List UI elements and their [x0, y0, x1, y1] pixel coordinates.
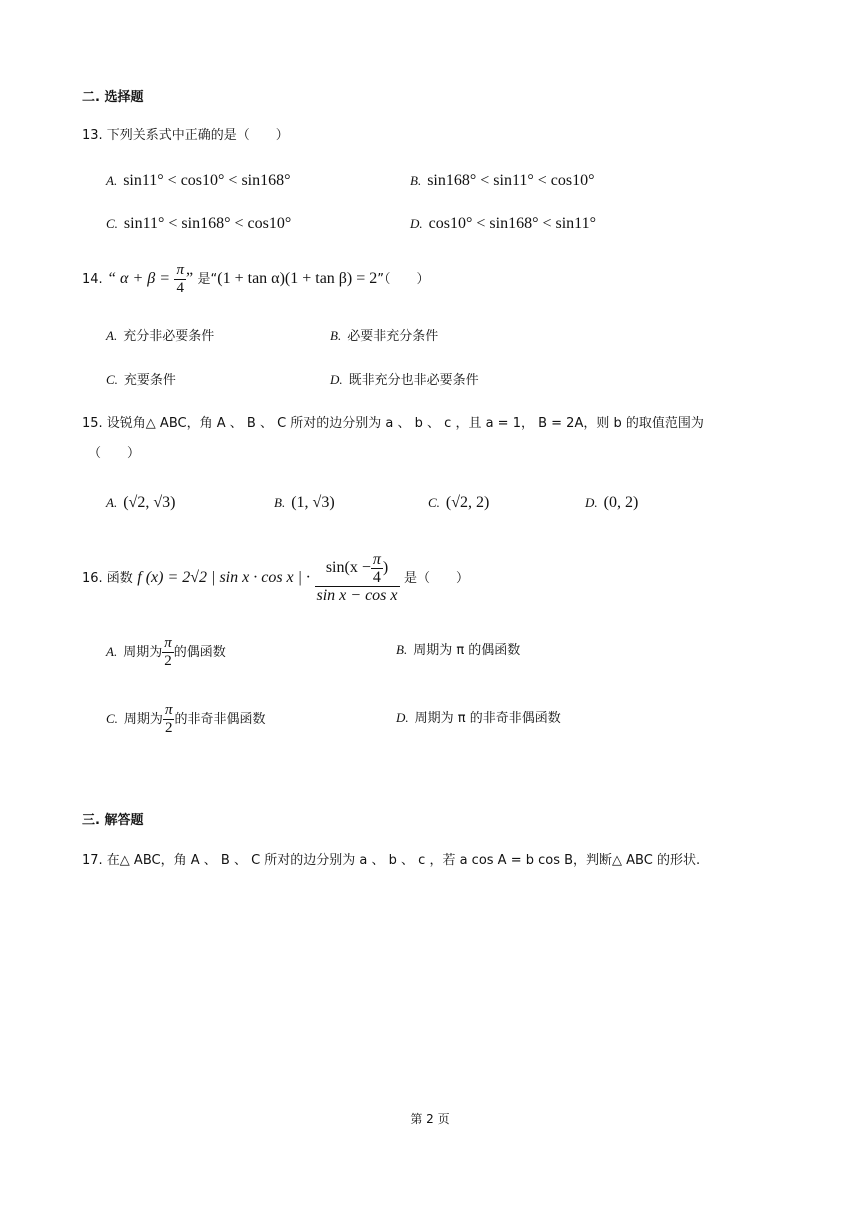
q16-suffix: 是（ ） — [403, 571, 469, 586]
fraction-denominator: 4 — [176, 279, 184, 296]
option-text: sin11° < sin168° < cos10° — [123, 215, 292, 232]
option-text: (1, √3) — [291, 494, 335, 511]
option-label: B. — [330, 328, 342, 343]
option-label: B. — [274, 495, 286, 510]
q14-expression: (1 + tan α)(1 + tan β) = 2 — [217, 270, 378, 287]
option-label: D. — [585, 495, 598, 510]
q14-number: 14. — [82, 272, 103, 287]
q15-option-b — [274, 493, 335, 513]
option-text-post: 的非奇非偶函数 — [174, 712, 266, 727]
q16-function-lhs: f (x) = 2√2 | sin x · cos x | · — [137, 569, 311, 586]
option-text: cos10° < sin168° < sin11° — [428, 215, 596, 232]
fraction-numerator: π — [164, 701, 173, 718]
section-title-choice: 二. 选择题 — [82, 90, 144, 105]
fraction-denominator: 2 — [164, 652, 172, 669]
option-text-pre: 周期为 — [123, 712, 163, 727]
option-text: 既非充分也非必要条件 — [348, 373, 479, 388]
q15-option-a — [106, 493, 175, 513]
q14-option-b — [330, 326, 438, 347]
q14-condition: “ α + β = — [107, 270, 170, 287]
option-text: 充分非必要条件 — [123, 329, 215, 344]
option-text: sin11° < cos10° < sin168° — [123, 172, 291, 189]
option-label: C. — [106, 711, 118, 726]
option-label: A. — [106, 328, 118, 343]
option-label: C. — [106, 372, 118, 387]
q14-quote-close: ” — [185, 270, 194, 287]
q14-option-d — [330, 370, 479, 391]
option-label: D. — [330, 372, 343, 387]
fraction-numerator: π — [372, 551, 381, 568]
option-text-post: 的偶函数 — [173, 645, 226, 660]
q13-stem: 13. 下列关系式中正确的是（ ） — [82, 128, 289, 143]
option-label: C. — [428, 495, 440, 510]
option-text: sin168° < sin11° < cos10° — [427, 172, 595, 189]
option-label: D. — [396, 710, 409, 725]
q16-main-fraction — [315, 551, 400, 605]
q16-option-a — [106, 632, 226, 673]
q16-option-c — [106, 699, 265, 740]
q14-option-a — [106, 326, 214, 347]
q15-option-d — [585, 493, 638, 513]
fraction-numerator: π — [164, 634, 172, 651]
q14-stem — [82, 259, 430, 300]
option-label: D. — [410, 216, 423, 231]
numerator-sin: sin(x − — [325, 559, 371, 577]
option-label: A. — [106, 644, 118, 659]
pi-over-2-fraction — [163, 702, 175, 737]
q17-stem: 17. 在△ ABC，角 A 、 B 、 C 所对的边分别为 a 、 b 、 c ，若 a cos A = b cos B，判断△ ABC 的形状. — [82, 853, 701, 868]
q14-is: 是“ — [197, 272, 218, 287]
q15-option-c — [428, 493, 489, 513]
q14-option-c — [106, 370, 176, 391]
option-text: 充要条件 — [123, 373, 176, 388]
q13-option-b — [410, 171, 595, 191]
q13-option-d — [410, 214, 596, 234]
option-label: A. — [106, 495, 118, 510]
option-label: B. — [410, 173, 422, 188]
option-text: (√2, 2) — [445, 494, 490, 511]
fraction-denominator: 4 — [372, 569, 381, 586]
q16-option-d — [396, 708, 561, 729]
option-text: (0, 2) — [603, 494, 639, 511]
option-text-pre: 周期为 — [123, 645, 163, 660]
q16-prefix: 16. 函数 — [82, 571, 133, 586]
option-text: 必要非充分条件 — [347, 329, 439, 344]
fraction-numerator: π — [176, 261, 184, 278]
option-label: A. — [106, 173, 118, 188]
pi-over-4-fraction — [174, 262, 186, 297]
q16-option-b — [396, 640, 520, 661]
numerator-close: ) — [382, 559, 389, 577]
option-text: (√2, √3) — [123, 494, 176, 511]
option-label: B. — [396, 642, 408, 657]
q13-option-c — [106, 214, 291, 234]
pi-over-2-fraction — [162, 635, 174, 670]
fraction-denominator: 2 — [164, 719, 173, 736]
page-number-footer: 第 2 页 — [410, 1112, 450, 1126]
option-text: 周期为 π 的偶函数 — [413, 643, 521, 658]
q16-stem — [82, 546, 469, 611]
pi-over-4-fraction — [371, 551, 383, 586]
q15-stem-line2: （ ） — [88, 446, 141, 461]
q13-option-a — [106, 171, 291, 191]
fraction-denominator: sin x − cos x — [316, 587, 398, 604]
option-label: C. — [106, 216, 118, 231]
q15-stem-line1: 15. 设锐角△ ABC，角 A 、 B 、 C 所对的边分别为 a 、 b 、 c ，且 a = 1， B = 2A，则 b 的取值范围为 — [82, 416, 704, 431]
option-text: 周期为 π 的非奇非偶函数 — [414, 711, 561, 726]
fraction-numerator — [315, 551, 400, 587]
q14-tail: ”（ ） — [377, 272, 430, 287]
section-title-answer: 三. 解答题 — [82, 813, 144, 828]
